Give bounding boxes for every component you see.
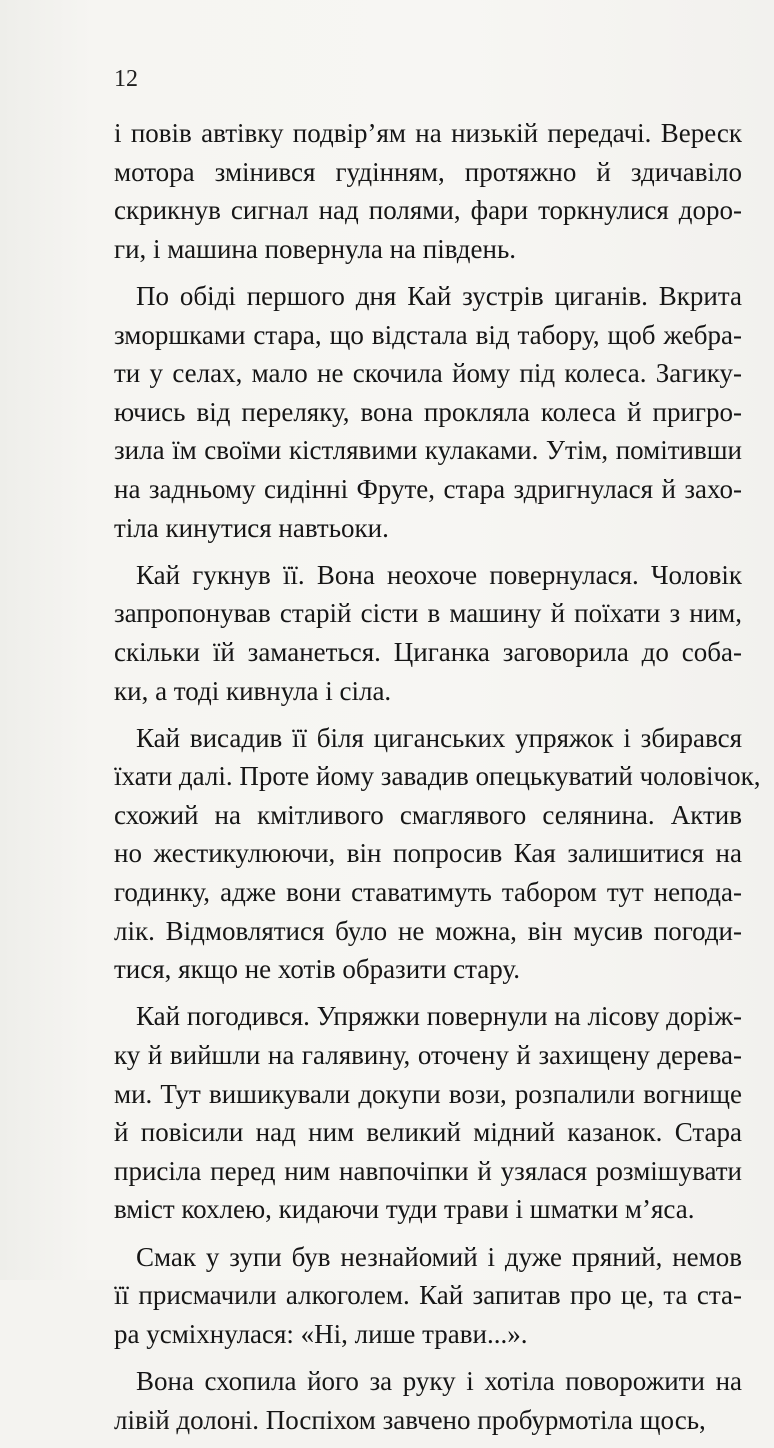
paragraph	[114, 997, 742, 1229]
text-line: Вона схопила його за руку і хотіла поворожити на	[136, 1365, 742, 1396]
text-line: По обіді першого дня Кай зустрів циганів. Вкрита	[136, 280, 742, 311]
text-line: схожий на кмітливого смаглявого селянина. Актив	[114, 799, 742, 830]
page-number: 12	[114, 66, 138, 92]
text-line: її присмачили алкоголем. Кай запитав про це, та ста-	[114, 1280, 742, 1311]
text-line: ги, і машина повернула на південь.	[114, 233, 517, 264]
text-line: Кай гукнув її. Вона неохоче повернулася. Чоловік	[136, 559, 742, 590]
text-line: присіла перед ним навпочіпки й узялася розмішувати	[114, 1155, 742, 1186]
text-line: й повісили над ним великий мідний казанок. Стара	[114, 1117, 742, 1148]
body-text	[114, 114, 761, 1448]
text-line: скрикнув сигнал над полями, фари торкнулися доро-	[114, 195, 742, 226]
text-line: тися, якщо не хотів образити стару.	[114, 954, 520, 985]
text-line: запропонував старій сісти в машину й поїхати з ним,	[114, 598, 742, 629]
paragraph	[114, 719, 761, 989]
text-line: зморшками стара, що відстала від табору, щоб жебра-	[114, 319, 742, 350]
text-line: лівій долоні. Поспіхом завчено пробурмотіла щось,	[114, 1404, 706, 1435]
text-line: лік. Відмовлятися було не можна, він мусив погоди-	[114, 915, 742, 946]
paragraph	[114, 277, 742, 547]
text-line: ку й вийшли на галявину, оточену й захищену дерева-	[114, 1040, 742, 1071]
text-line: Смак у зупи був незнайомий і дуже пряний, немов	[136, 1241, 742, 1272]
text-line: ра усміхнулася: «Ні, лише трави...».	[114, 1318, 528, 1349]
text-line: ти у селах, мало не скочила йому під колеса. Загику-	[114, 358, 742, 389]
text-line: Кай погодився. Упряжки повернули на лісову доріж-	[136, 1001, 742, 1032]
text-line: Кай висадив її біля циганських упряжок і збирався	[136, 722, 742, 753]
text-line: тіла кинутися навтьоки.	[114, 512, 389, 543]
paragraph	[114, 114, 742, 268]
text-line: і повів автівку подвір’ям на низькій передачі. Вереск	[114, 118, 742, 148]
paragraph	[114, 556, 742, 710]
text-line: зила їм своїми кістлявими кулаками. Утім, помітивши	[114, 435, 742, 466]
text-line: їхати далі. Проте йому завадив опецькуватий чоловічок,	[114, 761, 761, 792]
text-line: вміст кохлею, кидаючи туди трави і шматки м’яса.	[114, 1194, 695, 1225]
text-line: годинку, адже вони ставатимуть табором тут непода-	[114, 877, 742, 908]
text-line: мотора змінився гудінням, протяжно й здичавіло	[114, 156, 742, 187]
text-line: ки, а тоді кивнула і сіла.	[114, 675, 392, 706]
text-line: скільки їй заманеться. Циганка заговорила до соба-	[114, 636, 742, 667]
paragraph	[114, 1362, 742, 1439]
text-line: на задньому сидінні Фруте, стара здригнулася й захо-	[114, 473, 742, 504]
text-line: ючись від переляку, вона прокляла колеса й пригро-	[114, 396, 742, 427]
paragraph	[114, 1238, 742, 1354]
text-line: ми. Тут вишикували докупи вози, розпалили вогнище	[114, 1078, 742, 1109]
text-line: но жестикулюючи, він попросив Кая залишитися на	[114, 838, 742, 869]
